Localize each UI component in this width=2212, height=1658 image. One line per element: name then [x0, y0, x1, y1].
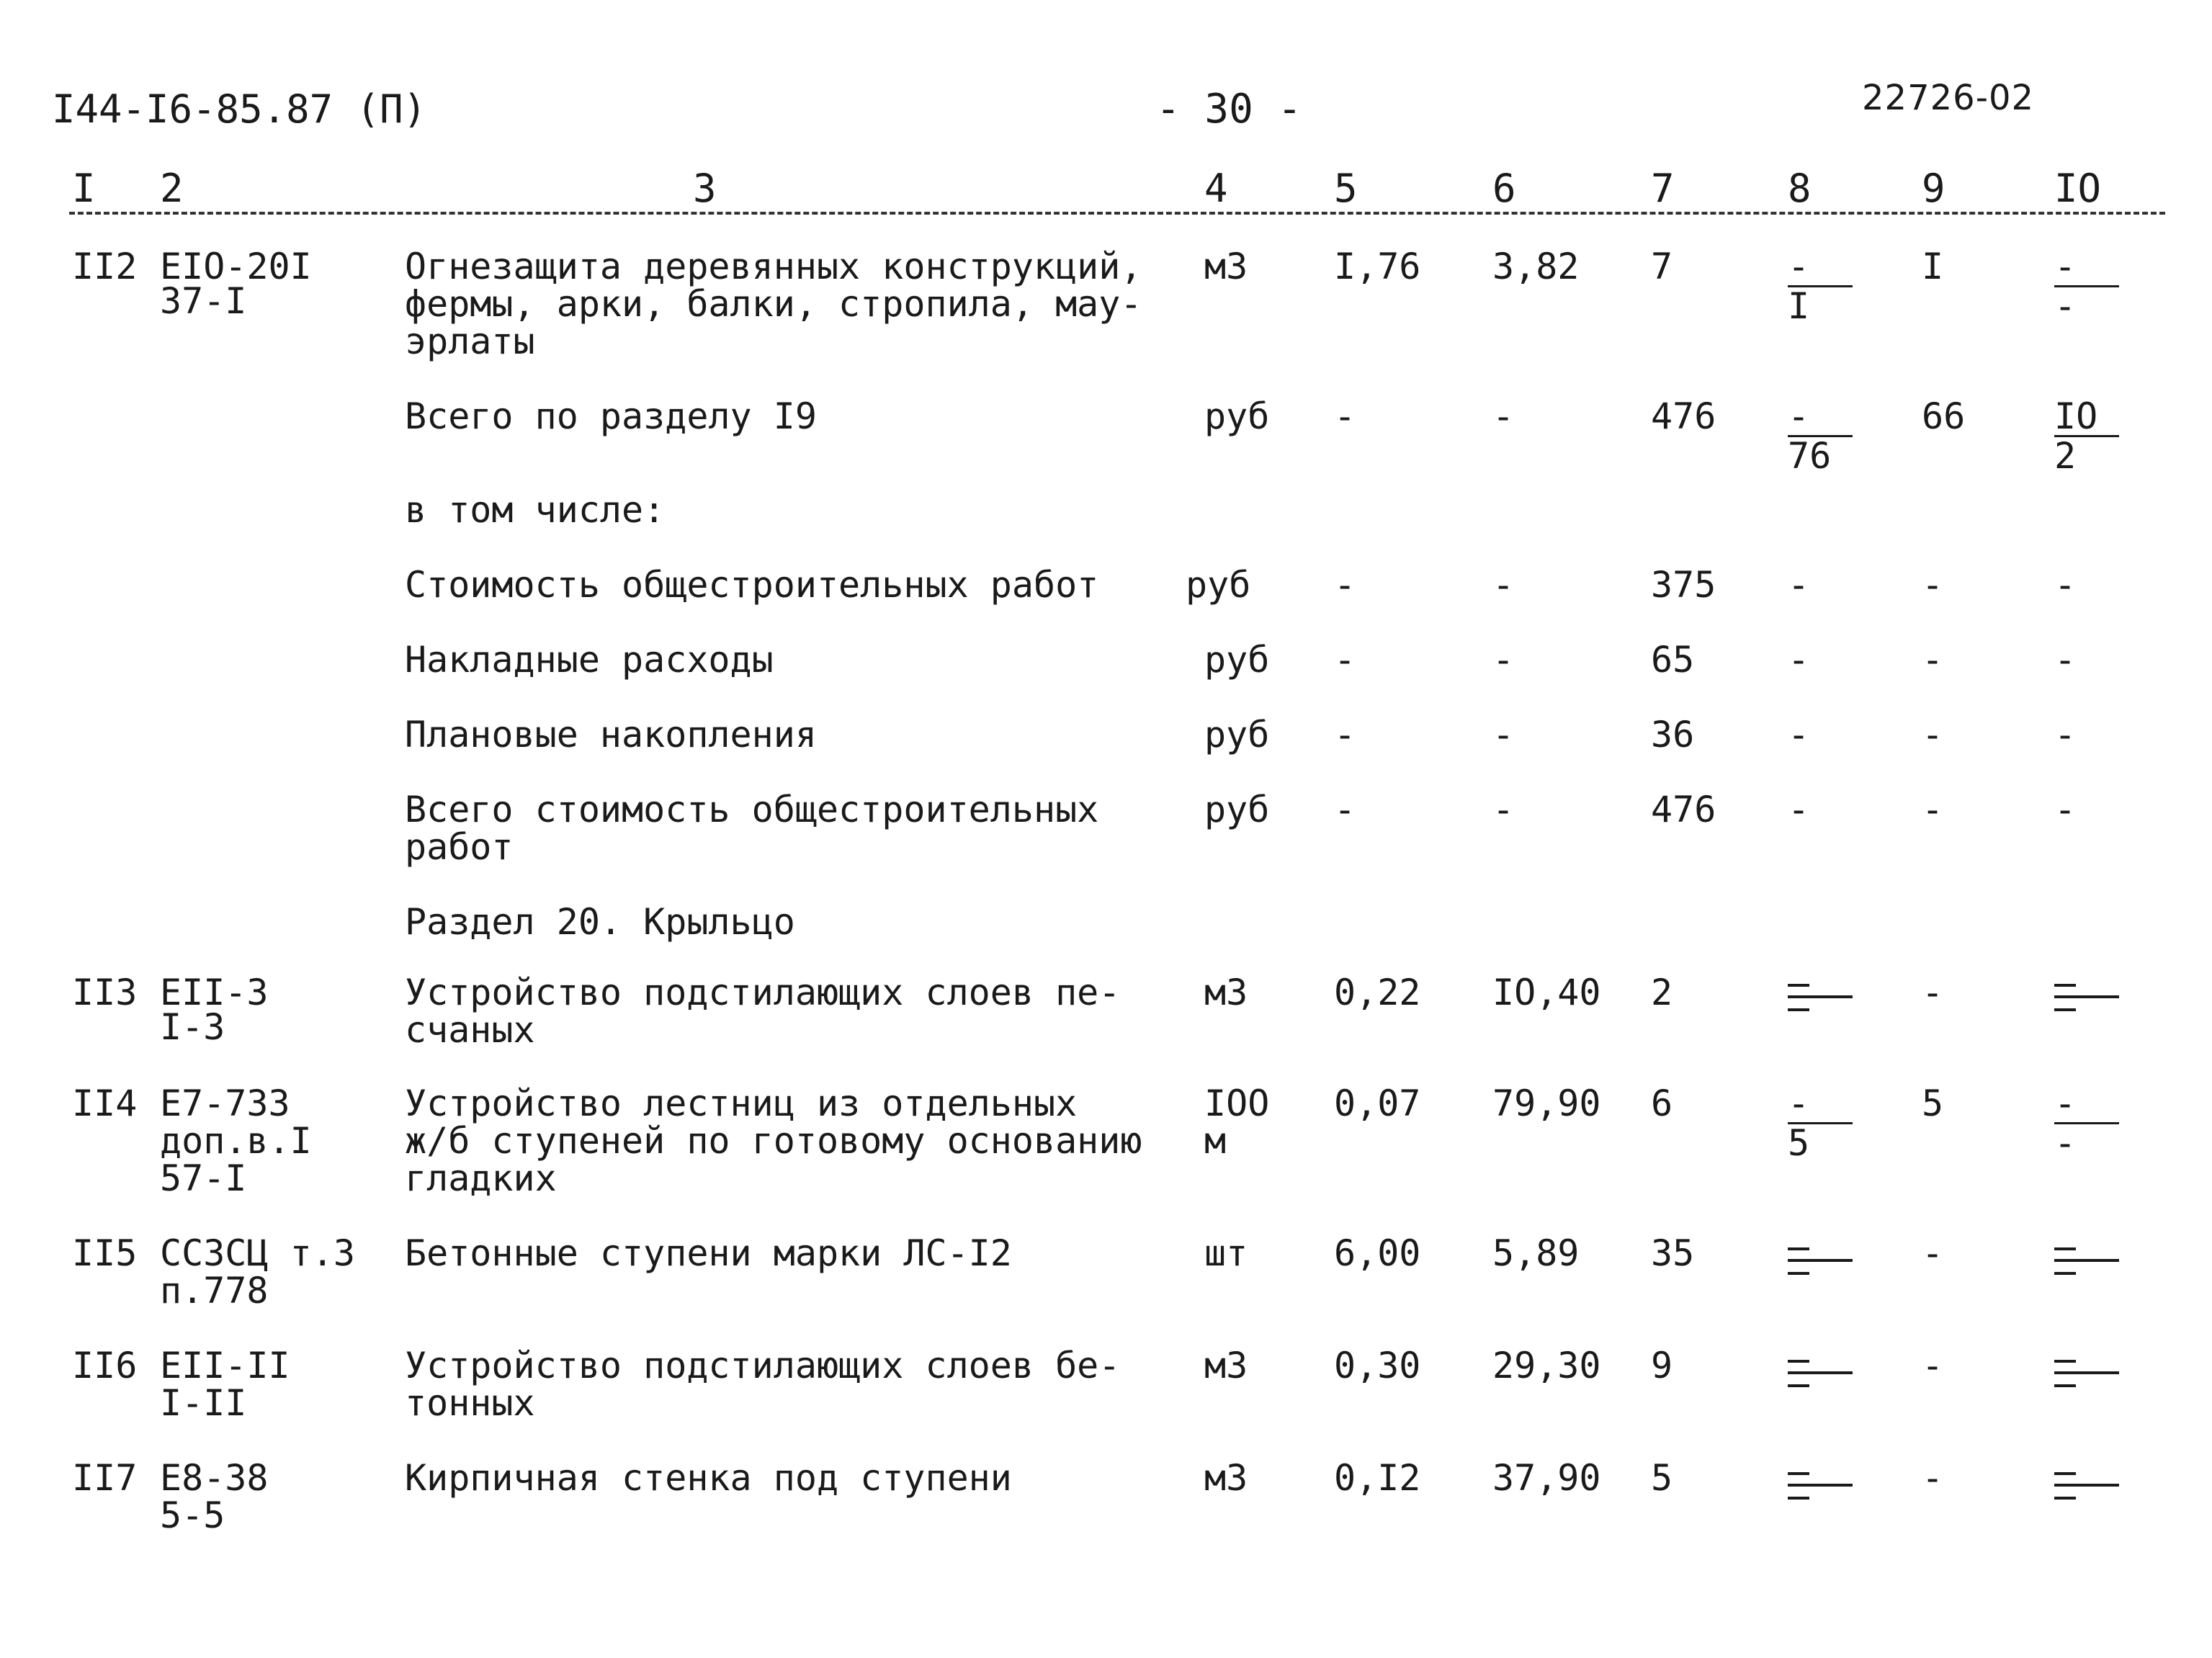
row-description: Стоимость общестроительных работ	[405, 564, 1099, 606]
including-label: в том числе:	[405, 489, 666, 531]
row-code: 37-I	[160, 280, 247, 322]
row-col9: -	[1922, 714, 1944, 756]
row-total: 35	[1651, 1232, 1695, 1274]
row-col9: -	[1922, 1457, 1944, 1499]
row-description: счаных	[405, 1009, 535, 1051]
row-code: п.778	[160, 1270, 269, 1312]
fraction-top: -	[2054, 1085, 2119, 1124]
row-number: II3	[72, 972, 138, 1013]
row-col9: -	[1922, 789, 1944, 830]
row-col8: -	[1788, 714, 1810, 756]
row-description: Устройство подстилающих слоев бе-	[405, 1345, 1121, 1386]
col-header-10: IO	[2054, 166, 2102, 211]
row-total: 476	[1651, 395, 1716, 437]
row-col10: -	[2054, 789, 2077, 830]
fraction-top: -	[1788, 248, 1853, 287]
row-description: Кирпичная стенка под ступени	[405, 1457, 1012, 1499]
row-unit: м	[1204, 1120, 1227, 1162]
row-unit: шт	[1204, 1232, 1248, 1274]
row-unit-price: 37,90	[1492, 1457, 1601, 1499]
row-col9: -	[1922, 972, 1944, 1013]
row-unit: IOO	[1204, 1083, 1270, 1124]
row-col9: -	[1922, 639, 1944, 681]
row-unit-price: -	[1492, 395, 1515, 437]
row-col8: -	[1788, 639, 1810, 681]
row-quantity: -	[1334, 395, 1356, 437]
row-col10: -	[2054, 564, 2077, 606]
row-quantity: 6,00	[1334, 1232, 1421, 1274]
row-description: эрлаты	[405, 321, 535, 362]
row-unit-price: 79,90	[1492, 1083, 1601, 1124]
fraction-top: -	[1788, 1085, 1853, 1124]
row-description: Устройство подстилающих слоев пе-	[405, 972, 1121, 1013]
row-unit-price: IO,40	[1492, 972, 1601, 1013]
row-col8-dash	[1788, 1355, 1853, 1406]
row-code: 57-I	[160, 1157, 247, 1199]
fraction-top: -	[2054, 248, 2119, 287]
row-description: Накладные расходы	[405, 639, 774, 681]
row-total: 476	[1651, 789, 1716, 830]
row-code: I-II	[160, 1382, 247, 1424]
fraction-top: -	[1788, 398, 1853, 437]
row-unit: руб	[1186, 564, 1251, 606]
col-header-3: 3	[693, 166, 717, 211]
row-quantity: I,76	[1334, 246, 1421, 287]
row-quantity: -	[1334, 639, 1356, 681]
row-col10: -	[2054, 714, 2077, 756]
handwritten-number: 22726-02	[1862, 78, 2035, 118]
row-col10-dash	[2054, 1355, 2119, 1406]
row-description: Плановые накопления	[405, 714, 817, 756]
row-unit-price: -	[1492, 564, 1515, 606]
fraction-bottom: I	[1788, 285, 1810, 327]
fraction-bottom: 2	[2054, 435, 2077, 477]
row-col8: -	[1788, 564, 1810, 606]
row-quantity: 0,I2	[1334, 1457, 1421, 1499]
col-header-1: I	[72, 166, 96, 211]
row-quantity: -	[1334, 789, 1356, 830]
row-unit-price: -	[1492, 714, 1515, 756]
row-description: работ	[405, 826, 514, 868]
row-total: 36	[1651, 714, 1695, 756]
row-unit-price: -	[1492, 639, 1515, 681]
row-col8-fraction	[1788, 1085, 1853, 1162]
row-col9: I	[1922, 246, 1944, 287]
row-total: 2	[1651, 972, 1673, 1013]
fraction-bottom: -	[2054, 285, 2077, 327]
row-quantity: -	[1334, 714, 1356, 756]
row-unit: м3	[1204, 972, 1248, 1013]
row-number: II7	[72, 1457, 138, 1499]
col-header-8: 8	[1788, 166, 1812, 211]
row-total: 375	[1651, 564, 1716, 606]
col-header-2: 2	[160, 166, 184, 211]
col-header-7: 7	[1651, 166, 1675, 211]
row-quantity: 0,30	[1334, 1345, 1421, 1386]
row-unit-price: 3,82	[1492, 246, 1580, 287]
row-unit: руб	[1204, 789, 1270, 830]
row-number: II5	[72, 1232, 138, 1274]
document-code: I44-I6-85.87 (П)	[52, 86, 427, 132]
row-unit-price: -	[1492, 789, 1515, 830]
row-col10-fraction	[2054, 1085, 2119, 1162]
row-code: EII-3	[160, 972, 269, 1013]
row-col10-fraction	[2054, 395, 2119, 477]
row-total: 7	[1651, 246, 1673, 287]
row-unit: руб	[1204, 639, 1270, 681]
row-col8-dash	[1788, 1468, 1853, 1518]
row-code: E7-733	[160, 1083, 290, 1124]
row-code: EIO-20I	[160, 246, 312, 287]
fraction-bottom: -	[2054, 1122, 2077, 1164]
row-col10-fraction	[2054, 248, 2119, 325]
row-code: E8-38	[160, 1457, 269, 1499]
row-col9: -	[1922, 564, 1944, 606]
row-col10-dash	[2054, 980, 2119, 1030]
row-unit: м3	[1204, 246, 1248, 287]
row-number: II4	[72, 1083, 138, 1124]
row-col8-fraction	[1788, 395, 1853, 477]
row-quantity: -	[1334, 564, 1356, 606]
row-code: доп.в.I	[160, 1120, 312, 1162]
row-description: гладких	[405, 1157, 557, 1199]
row-number: II6	[72, 1345, 138, 1386]
row-description: фермы, арки, балки, стропила, мау-	[405, 283, 1142, 325]
row-code: EII-II	[160, 1345, 290, 1386]
row-total: 5	[1651, 1457, 1673, 1499]
row-description: Бетонные ступени марки ЛС-I2	[405, 1232, 1012, 1274]
row-col9: 66	[1922, 395, 1966, 437]
row-col10-dash	[2054, 1468, 2119, 1518]
row-unit: руб	[1204, 714, 1270, 756]
row-description: Огнезащита деревянных конструкций,	[405, 246, 1142, 287]
row-col8-dash	[1788, 980, 1853, 1030]
row-unit-price: 5,89	[1492, 1232, 1580, 1274]
row-description: ж/б ступеней по готовому основанию	[405, 1120, 1142, 1162]
row-unit-price: 29,30	[1492, 1345, 1601, 1386]
row-code: ССЗСЦ т.3	[160, 1232, 355, 1274]
row-total: 6	[1651, 1083, 1673, 1124]
row-quantity: 0,07	[1334, 1083, 1421, 1124]
page-number: - 30 -	[1156, 86, 1302, 133]
row-col9: -	[1922, 1345, 1944, 1386]
row-col8-fraction	[1788, 248, 1853, 325]
col-header-5: 5	[1334, 166, 1358, 211]
row-col9: -	[1922, 1232, 1944, 1274]
row-col10: -	[2054, 639, 2077, 681]
col-header-4: 4	[1204, 166, 1228, 211]
row-col10-dash	[2054, 1243, 2119, 1294]
fraction-bottom: 76	[1788, 435, 1832, 477]
col-header-9: 9	[1922, 166, 1945, 211]
row-col9: 5	[1922, 1083, 1944, 1124]
row-description: Всего стоимость общестроительных	[405, 789, 1099, 830]
row-quantity: 0,22	[1334, 972, 1421, 1013]
row-description: Устройство лестниц из отдельных	[405, 1083, 1078, 1124]
fraction-bottom: 5	[1788, 1122, 1810, 1164]
row-code: I-3	[160, 1006, 225, 1048]
row-number: II2	[72, 246, 138, 287]
row-unit: м3	[1204, 1457, 1248, 1499]
section-heading: Раздел 20. Крыльцо	[405, 901, 795, 943]
row-col8: -	[1788, 789, 1810, 830]
row-description: тонных	[405, 1382, 535, 1424]
row-total: 65	[1651, 639, 1695, 681]
fraction-top: IO	[2054, 398, 2119, 437]
header-rule	[69, 212, 2165, 215]
row-unit: м3	[1204, 1345, 1248, 1386]
row-total: 9	[1651, 1345, 1673, 1386]
row-code: 5-5	[160, 1495, 225, 1536]
row-unit: руб	[1204, 395, 1270, 437]
row-col8-dash	[1788, 1243, 1853, 1294]
col-header-6: 6	[1492, 166, 1516, 211]
section-total-label: Всего по разделу I9	[405, 395, 817, 437]
